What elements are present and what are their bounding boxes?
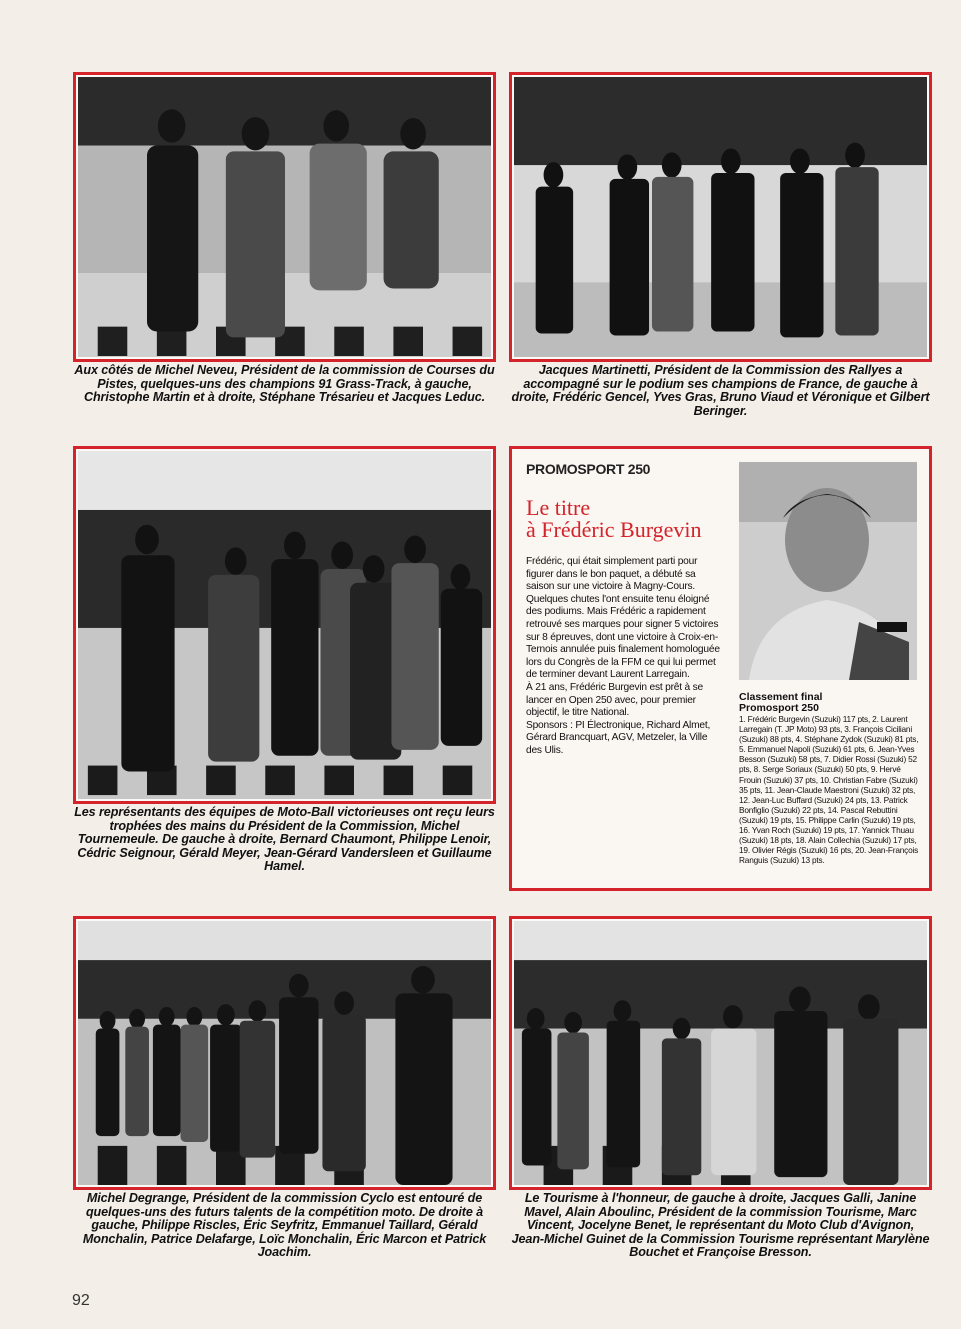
photo-cyclo	[73, 916, 496, 1190]
promosport-body	[526, 556, 724, 758]
rider-portrait	[739, 462, 917, 680]
photo-grass-track	[73, 72, 496, 362]
photo-cyclo-image	[78, 921, 491, 1185]
photo-moto-ball	[73, 446, 496, 804]
photo-tourisme	[509, 916, 932, 1190]
photo-rallyes	[509, 72, 932, 362]
promosport-kicker: PROMOSPORT 250	[526, 461, 651, 477]
photo-rallyes-image	[514, 77, 927, 357]
photo-grass-track-image	[78, 77, 491, 357]
caption-moto-ball: Les représentants des équipes de Moto-Ball victorieuses ont reçu leurs trophées des mains du Président de la Commission, Michel Tournemeule. De gauche à droite, Bernard Chaumont, Philippe Lenoir, Cédric Seignour, Gérald Meyer, Jean-Gérard Vandersleen et Guillaume Hamel.	[74, 805, 495, 874]
standings-list: 1. Frédéric Burgevin (Suzuki) 117 pts, 2. Laurent Larregain (T. JP Moto) 93 pts, 3. François Ciciliani (Suzuki) 88 pts, 4. Stéphane Zydok (Suzuki) 81 pts, 5. Emmanuel Napoli (Suzuki) 61 pts, 6. Jean-Yves Besson (Suzuki) 58 pts, 7. Didier Rossi (Suzuki) 52 pts, 8. Serge Soriaux (Suzuki) 50 pts, 9. Hervé Frouin (Suzuki) 37 pts, 10. Christian Fabre (Suzuki) 35 pts, 11. Jean-Claude Maestroni (Suzuki) 32 pts, 12. Jean-Luc Buffard (Suzuki) 24 pts, 13. Patrick Bonfiglio (Suzuki) 22 pts, 14. Pascal Rebuttini (Suzuki) 19 pts, 15. Philippe Carlin (Suzuki) 19 pts, 16. Yvan Roch (Suzuki) 19 pts, 17. Yannick Thuau (Suzuki) 18 pts, 18. Alain Collechia (Suzuki) 17 pts, 19. Olivier Régis (Suzuki) 16 pts, 20. Jean-François Ranguis (Suzuki) 13 pts.	[739, 714, 919, 866]
caption-rallyes: Jacques Martinetti, Président de la Commission des Rallyes a accompagné sur le podium ses champions de France, de gauche à droite, Frédéric Gencel, Yves Gras, Bruno Viaud et Véronique et Gilbert Beringer.	[511, 363, 930, 418]
body-paragraph-1: Frédéric, qui était simplement parti pour figurer dans le bon paquet, a débuté sa saison sur une victoire à Magny-Cours. Quelques chutes l'ont ensuite tenu éloigné des podiums. Mais Frédéric a rapidement retrouvé ses marques pour signer 5 victoires sur 8 épreuves, dont une victoire à Croix-en-Ternois annulée puis finalement homologuée lors du Congrès de la FFM ce qui lui permet de terminer devant Laurent Larregain.	[526, 556, 720, 681]
standings-title-line-1: Classement final	[739, 691, 823, 703]
page-number: 92	[72, 1292, 90, 1309]
photo-moto-ball-image	[78, 451, 491, 799]
photo-tourisme-image	[514, 921, 927, 1185]
body-paragraph-2: À 21 ans, Frédéric Burgevin est prêt à se lancer en Open 250 avec, pour premier objectif, le titre National.	[526, 681, 703, 719]
headline-line-2: à Frédéric Burgevin	[526, 517, 702, 542]
promosport-headline	[526, 497, 736, 541]
caption-cyclo: Michel Degrange, Président de la commission Cyclo est entouré de quelques-uns des futurs talents de la compétition moto. De droite à gauche, Philippe Riscles, Éric Seyfritz, Emmanuel Taillard, Gérald Monchalin, Patrice Delafarge, Loïc Monchalin, Éric Marcon et Patrick Joachim.	[82, 1191, 487, 1260]
promosport-article	[509, 446, 932, 891]
caption-grass-track: Aux côtés de Michel Neveu, Président de la commission de Courses du Pistes, quelques-uns des champions 91 Grass-Track, à gauche, Christophe Martin et à droite, Stéphane Trésarieu et Jacques Leduc.	[74, 363, 495, 405]
caption-tourisme: Le Tourisme à l'honneur, de gauche à droite, Jacques Galli, Janine Mavel, Alain Aboulinc, Président de la commission Tourisme, Marc Vincent, Jocelyne Benet, le représentant du Moto Club d'Avignon, Jean-Michel Guinet de la Commission Tourisme représentant Marylène Bouchet et Françoise Bresson.	[511, 1191, 930, 1260]
body-paragraph-3: Sponsors : PI Électronique, Richard Almet, Gérard Brancquart, AGV, Metzeler, la Ville des Ulis.	[526, 719, 711, 756]
standings-title	[739, 692, 919, 714]
headline-line-1: Le titre	[526, 495, 591, 520]
standings-title-line-2: Promosport 250	[739, 702, 819, 714]
